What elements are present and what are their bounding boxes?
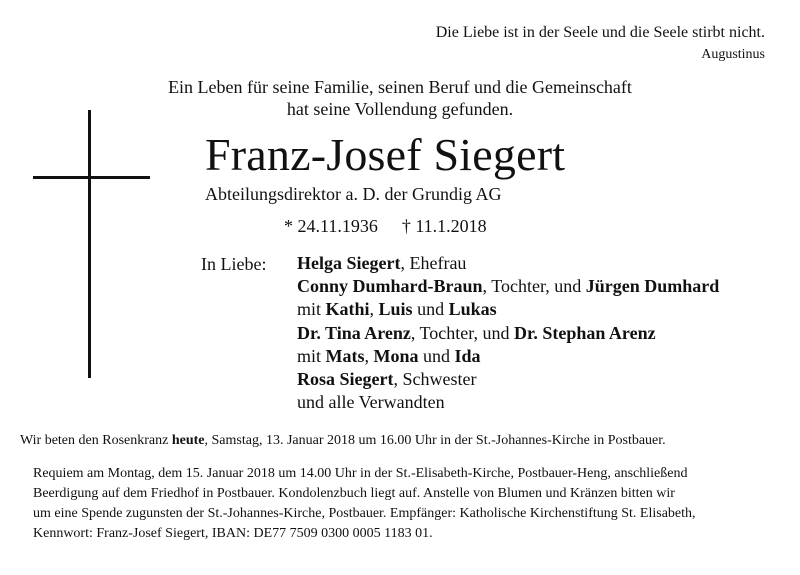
requiem-line-2: Beerdigung auf dem Friedhof in Postbauer. Kondolenzbuch liegt auf. Anstelle von Blumen und Kränzen bitten wir [33, 486, 675, 501]
rosary-notice: Wir beten den Rosenkranz heute, Samstag, 13. Januar 2018 um 16.00 Uhr in der St.-Johannes-Kirche in Postbauer. [20, 433, 666, 448]
life-dates [284, 216, 487, 237]
deceased-name: Franz-Josef Siegert [205, 129, 566, 180]
requiem-line-3: um eine Spende zugunsten der St.-Johannes-Kirche, Postbauer. Empfänger: Katholische Kirchenstiftung St. Elisabeth, [33, 506, 696, 521]
mourner-line: mit Mats, Mona und Ida [297, 345, 481, 366]
epigraph-text: Die Liebe ist in der Seele und die Seele stirbt nicht. [435, 24, 765, 41]
mourners-list [297, 252, 719, 414]
intro-line-1: Ein Leben für seine Familie, seinen Beruf und die Gemeinschaft [168, 77, 632, 97]
mourners-label: In Liebe: [201, 254, 267, 274]
mourner-line: Helga Siegert, Ehefrau [297, 253, 467, 273]
requiem-line-1: Requiem am Montag, dem 15. Januar 2018 um 14.00 Uhr in der St.-Elisabeth-Kirche, Postbauer-Heng, anschließend [33, 466, 688, 481]
requiem-line-4: Kennwort: Franz-Josef Siegert, IBAN: DE77 7509 0300 0005 1183 01. [33, 526, 433, 541]
mourner-line: mit Kathi, Luis und Lukas [297, 299, 497, 320]
cross-icon [88, 110, 91, 378]
epigraph [436, 22, 765, 66]
cross-icon-bar [33, 176, 150, 179]
intro-text [0, 76, 800, 120]
intro-line-2: hat seine Vollendung gefunden. [286, 99, 514, 119]
mourner-line: Rosa Siegert, Schwester [297, 369, 477, 390]
mourner-line: Dr. Tina Arenz, Tochter, und Dr. Stephan Arenz [297, 322, 656, 343]
mourner-line: und alle Verwandten [297, 392, 445, 413]
death-date: † 11.1.2018 [401, 216, 487, 236]
mourner-line: Conny Dumhard-Braun, Tochter, und Jürgen Dumhard [297, 276, 720, 297]
requiem-notice [33, 464, 696, 544]
epigraph-author: Augustinus [701, 47, 765, 62]
deceased-title: Abteilungsdirektor a. D. der Grundig AG [205, 184, 502, 204]
birth-date: * 24.11.1936 [284, 216, 378, 236]
